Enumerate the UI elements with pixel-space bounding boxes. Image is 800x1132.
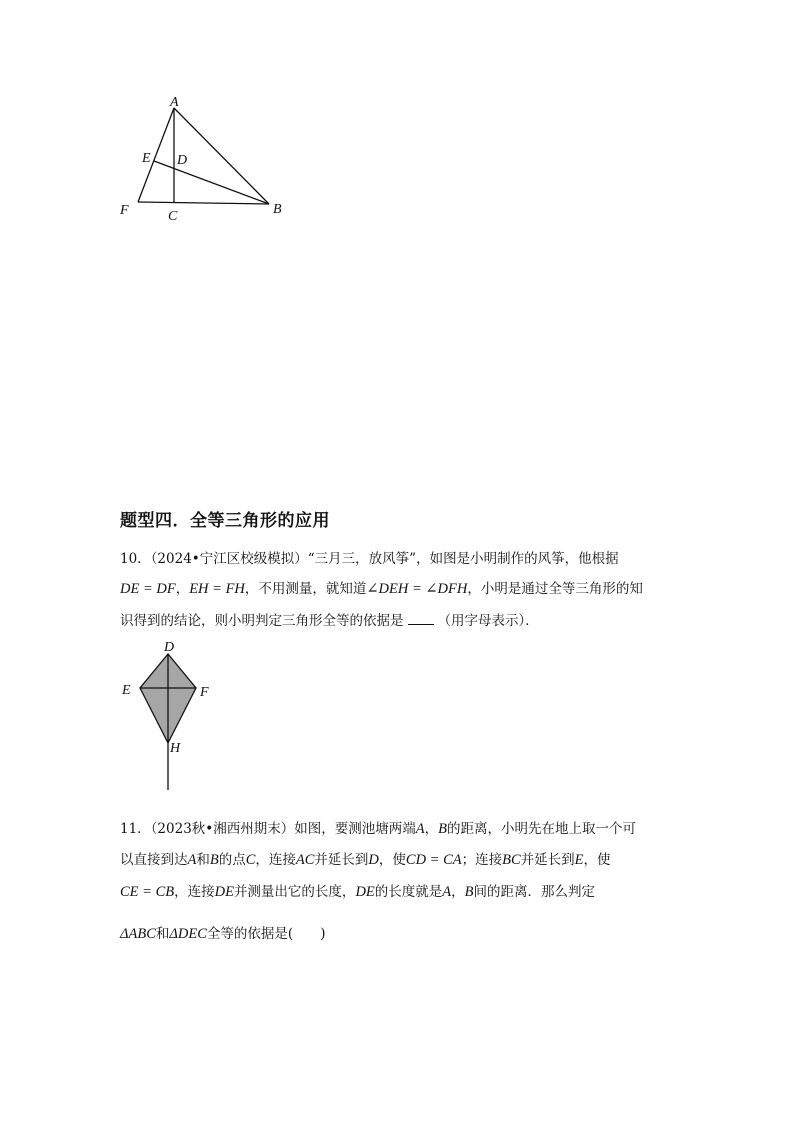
q11-source: （2023秋•湘西州期末）: [150, 821, 295, 837]
q10-number: 10．: [120, 551, 151, 567]
answer-blank[interactable]: [408, 612, 434, 625]
segment-eb: [154, 161, 269, 204]
section-title: 题型四．全等三角形的应用: [120, 511, 330, 531]
q11-eq-cd-ca: CD = CA: [405, 852, 462, 868]
label-e: E: [142, 151, 151, 166]
q10-source: （2024•宁江区校级模拟）: [150, 551, 308, 567]
q11-line-2: 以直接到达A和B的点C，连接AC并延长到D，使CD = CA；连接BC并延长到E，使: [120, 852, 611, 868]
label-h: H: [170, 741, 181, 756]
kite-figure: [118, 638, 218, 793]
q10-eq-eh-fh: EH = FH: [189, 581, 245, 597]
label-e: E: [122, 683, 131, 698]
q11-line-3: CE = CB，连接DE并测量出它的长度，DE的长度就是A，B间的距离．那么判定: [120, 884, 595, 900]
label-c: C: [168, 209, 178, 224]
label-a: A: [170, 95, 179, 110]
q11-line-4: ΔABC和ΔDEC全等的依据是( ): [120, 926, 326, 942]
q10-eq-angles: ∠DEH = ∠DFH: [366, 581, 468, 597]
q10-eq-de-df: DE = DF: [120, 581, 176, 597]
q10-line-2: DE = DF，EH = FH，不用测量，就知道∠DEH = ∠DFH，小明是通过全等三角形的知: [120, 581, 643, 597]
segment-fb: [138, 202, 269, 204]
q11-triangle-dec: ΔDEC: [169, 926, 207, 942]
q10-line-3: 识得到的结论，则小明判定三角形全等的依据是 （用字母表示）．: [120, 613, 539, 629]
q11-eq-ce-cb: CE = CB: [120, 884, 175, 900]
q11-line-1: 11．（2023秋•湘西州期末）如图，要测池塘两端A，B的距离，小明先在地上取一个可: [120, 821, 636, 837]
q11-triangle-abc: ΔABC: [120, 926, 156, 942]
label-d: D: [164, 640, 175, 655]
label-b: B: [273, 202, 282, 217]
q11-number: 11．: [120, 821, 151, 837]
segment-ab: [174, 108, 269, 204]
label-f: F: [120, 203, 129, 218]
label-f: F: [200, 685, 209, 700]
label-d: D: [177, 153, 188, 168]
triangle-figure: [110, 90, 300, 230]
q10-line-1: 10．（2024•宁江区校级模拟）“三月三，放风筝”，如图是小明制作的风筝，他根据: [120, 551, 619, 567]
